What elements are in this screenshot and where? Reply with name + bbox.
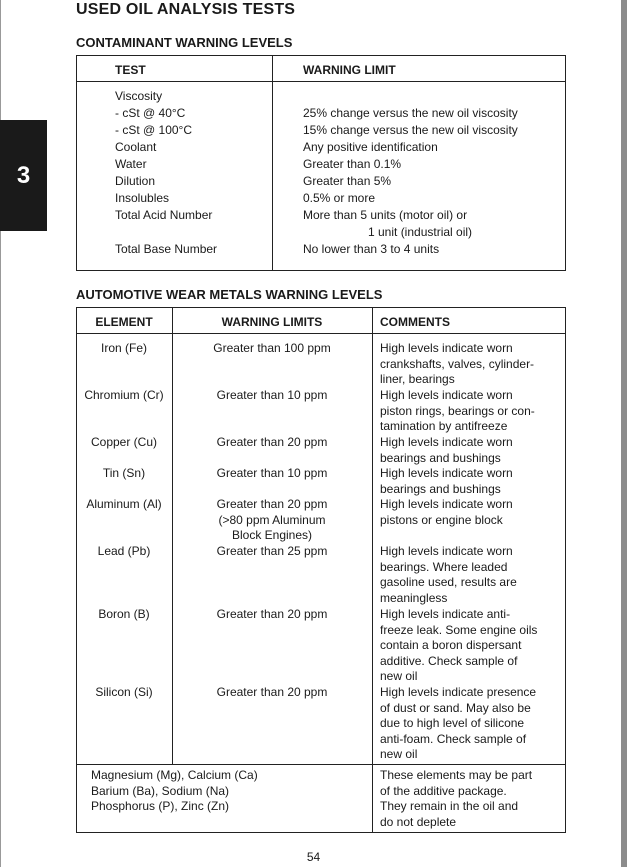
contaminant-limit: Greater than 0.1% xyxy=(303,157,402,171)
wear-element: Lead (Pb) xyxy=(97,544,151,558)
contaminant-col-limit: WARNING LIMIT xyxy=(303,63,396,77)
contaminant-limit: Greater than 5% xyxy=(303,174,392,188)
wear-comment: pistons or engine block xyxy=(380,512,503,527)
wear-limit: (>80 ppm Aluminum xyxy=(218,512,326,527)
wear-additive-rule xyxy=(76,764,566,765)
wear-col-limits: WARNING LIMITS xyxy=(221,315,323,329)
contaminant-heading: CONTAMINANT WARNING LEVELS xyxy=(76,35,293,50)
wear-limit: Greater than 25 ppm xyxy=(216,544,328,558)
wear-element: Silicon (Si) xyxy=(95,685,153,699)
wear-comment: freeze leak. Some engine oils xyxy=(380,622,538,637)
wear-limit: Greater than 20 ppm xyxy=(216,435,328,449)
contaminant-header-rule xyxy=(76,81,566,82)
wear-comment: anti-foam. Check sample of xyxy=(380,731,527,746)
wear-comment: High levels indicate worn xyxy=(380,388,513,402)
contaminant-col-test: TEST xyxy=(115,63,146,77)
contaminant-limit: 0.5% or more xyxy=(303,191,376,205)
wear-comment: meaningless xyxy=(380,590,448,605)
contaminant-limit: 25% change versus the new oil viscosity xyxy=(303,106,518,120)
wear-comment: High levels indicate anti- xyxy=(380,607,511,621)
contaminant-limit: 1 unit (industrial oil) xyxy=(368,225,473,239)
wear-comment: crankshafts, valves, cylinder- xyxy=(380,356,535,371)
contaminant-test: Coolant xyxy=(115,140,157,154)
page-right-edge xyxy=(621,0,627,867)
wear-comment: bearings and bushings xyxy=(380,481,501,496)
wear-header-rule xyxy=(76,333,566,334)
contaminant-test: Total Acid Number xyxy=(115,208,213,222)
contaminant-limit: More than 5 units (motor oil) or xyxy=(303,208,468,222)
wear-limit: Greater than 20 ppm xyxy=(216,685,328,699)
additive-element: Barium (Ba), Sodium (Na) xyxy=(91,783,230,798)
wear-comment: High levels indicate worn xyxy=(380,435,513,449)
wear-element: Chromium (Cr) xyxy=(84,388,164,402)
wear-comment: High levels indicate worn xyxy=(380,544,513,558)
additive-comment: do not deplete xyxy=(380,814,457,829)
wear-comment: liner, bearings xyxy=(380,372,455,387)
wear-comment: bearings and bushings xyxy=(380,450,501,465)
wear-column-rule-2 xyxy=(372,307,373,833)
page-title: USED OIL ANALYSIS TESTS xyxy=(76,1,296,18)
contaminant-test: Total Base Number xyxy=(115,242,218,256)
wear-comment: gasoline used, results are xyxy=(380,575,517,590)
wear-limit: Greater than 10 ppm xyxy=(216,388,328,402)
wear-limit: Greater than 100 ppm xyxy=(213,341,331,355)
wear-comment: High levels indicate presence xyxy=(380,685,537,699)
page-number: 54 xyxy=(306,850,321,864)
contaminant-test: Viscosity xyxy=(115,89,163,103)
wear-limit: Greater than 20 ppm xyxy=(216,497,328,511)
contaminant-limit: No lower than 3 to 4 units xyxy=(303,242,440,256)
chapter-number: 3 xyxy=(16,161,31,189)
wear-element: Iron (Fe) xyxy=(100,341,147,355)
additive-comment: They remain in the oil and xyxy=(380,799,519,814)
wear-limit: Block Engines) xyxy=(231,528,313,543)
additive-element: Phosphorus (P), Zinc (Zn) xyxy=(91,799,230,814)
wear-comment: High levels indicate worn xyxy=(380,466,513,480)
wear-col-comments: COMMENTS xyxy=(380,315,450,329)
wear-comment: new oil xyxy=(380,747,418,762)
additive-comment: of the additive package. xyxy=(380,783,507,798)
wear-element: Copper (Cu) xyxy=(90,435,158,449)
additive-comment: These elements may be part xyxy=(380,768,533,782)
wear-heading: AUTOMOTIVE WEAR METALS WARNING LEVELS xyxy=(76,287,383,302)
wear-col-element: ELEMENT xyxy=(95,315,153,329)
wear-element: Aluminum (Al) xyxy=(86,497,162,511)
additive-element: Magnesium (Mg), Calcium (Ca) xyxy=(91,768,258,782)
contaminant-test: Water xyxy=(115,157,147,171)
chapter-tab xyxy=(0,120,47,231)
wear-element: Tin (Sn) xyxy=(102,466,146,480)
wear-comment: bearings. Where leaded xyxy=(380,559,508,574)
wear-comment: due to high level of silicone xyxy=(380,716,525,731)
wear-comment: contain a boron dispersant xyxy=(380,638,522,653)
wear-element: Boron (B) xyxy=(98,607,150,621)
wear-comment: High levels indicate worn xyxy=(380,341,513,355)
wear-limit: Greater than 10 ppm xyxy=(216,466,328,480)
contaminant-limit: Any positive identification xyxy=(303,140,438,154)
wear-comment: High levels indicate worn xyxy=(380,497,513,511)
wear-comment: of dust or sand. May also be xyxy=(380,700,531,715)
wear-comment: piston rings, bearings or con- xyxy=(380,403,535,418)
contaminant-test: - cSt @ 40°C xyxy=(115,106,186,120)
contaminant-limit: 15% change versus the new oil viscosity xyxy=(303,123,518,137)
wear-comment: new oil xyxy=(380,669,418,684)
contaminant-test: Dilution xyxy=(115,174,156,188)
wear-comment: tamination by antifreeze xyxy=(380,419,508,434)
wear-comment: additive. Check sample of xyxy=(380,653,518,668)
contaminant-column-rule xyxy=(272,55,273,271)
contaminant-test: Insolubles xyxy=(115,191,170,205)
contaminant-test: - cSt @ 100°C xyxy=(115,123,193,137)
wear-limit: Greater than 20 ppm xyxy=(216,607,328,621)
